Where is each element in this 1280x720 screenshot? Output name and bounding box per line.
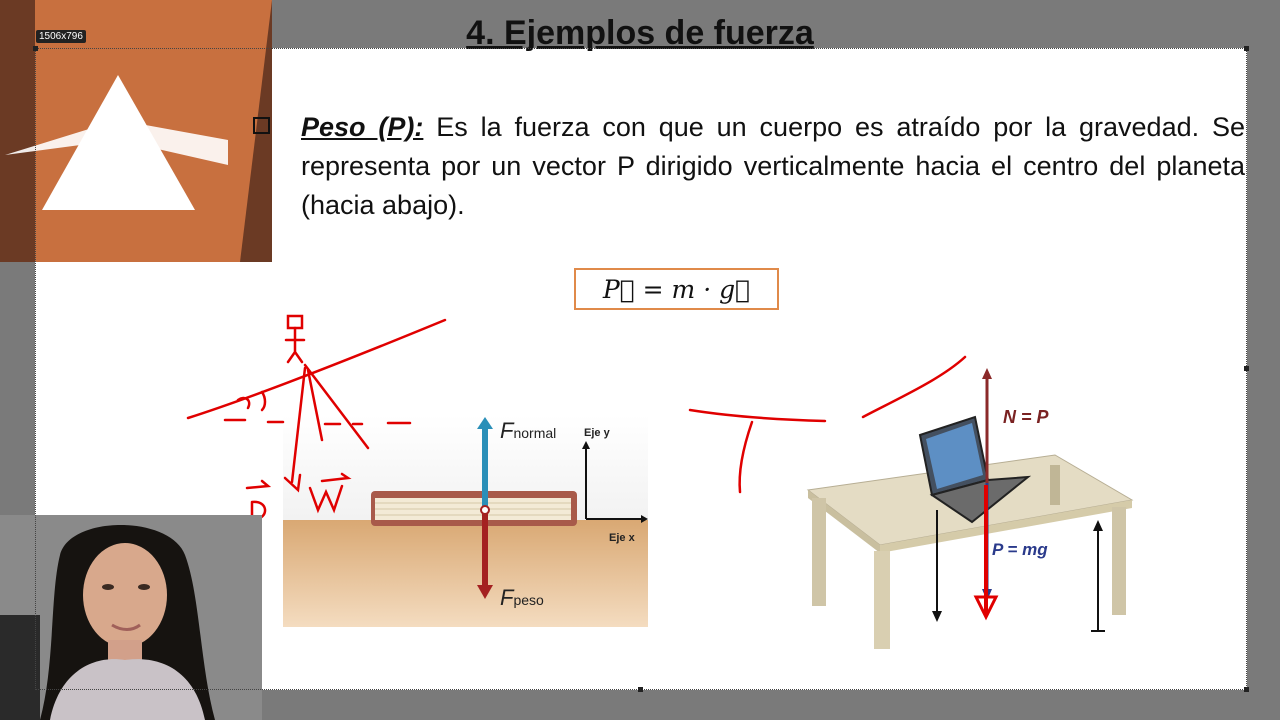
- weight-formula: P⃗ = m · g⃗: [574, 268, 779, 310]
- resize-handle-right-mid[interactable]: [1244, 366, 1249, 371]
- axis-x-label: Eje x: [609, 532, 635, 544]
- f-peso-label: Fpeso: [500, 585, 544, 610]
- resize-handle-top-right[interactable]: [1244, 46, 1249, 51]
- definition-body: Es la fuerza con que un cuerpo es atraído por la gravedad. Se representa por un vector P dirigido verticalmente hacia el centro del planeta (hacia abajo).: [301, 112, 1245, 220]
- weight-label: P = mg: [992, 540, 1048, 559]
- f-normal-label: Fnormal: [500, 418, 557, 443]
- presenter-webcam: [0, 515, 262, 720]
- resize-handle-bottom-right[interactable]: [1244, 687, 1249, 692]
- normal-label: N = P: [1003, 407, 1049, 427]
- definition-term: Peso (P):: [301, 112, 424, 142]
- resize-handle-top-left[interactable]: [33, 46, 38, 51]
- slide-title: 4. Ejemplos de fuerza: [466, 14, 814, 52]
- size-badge: 1506x796: [36, 30, 86, 43]
- axis-y-label: Eje y: [584, 427, 610, 439]
- resize-handle-bottom-mid[interactable]: [638, 687, 643, 692]
